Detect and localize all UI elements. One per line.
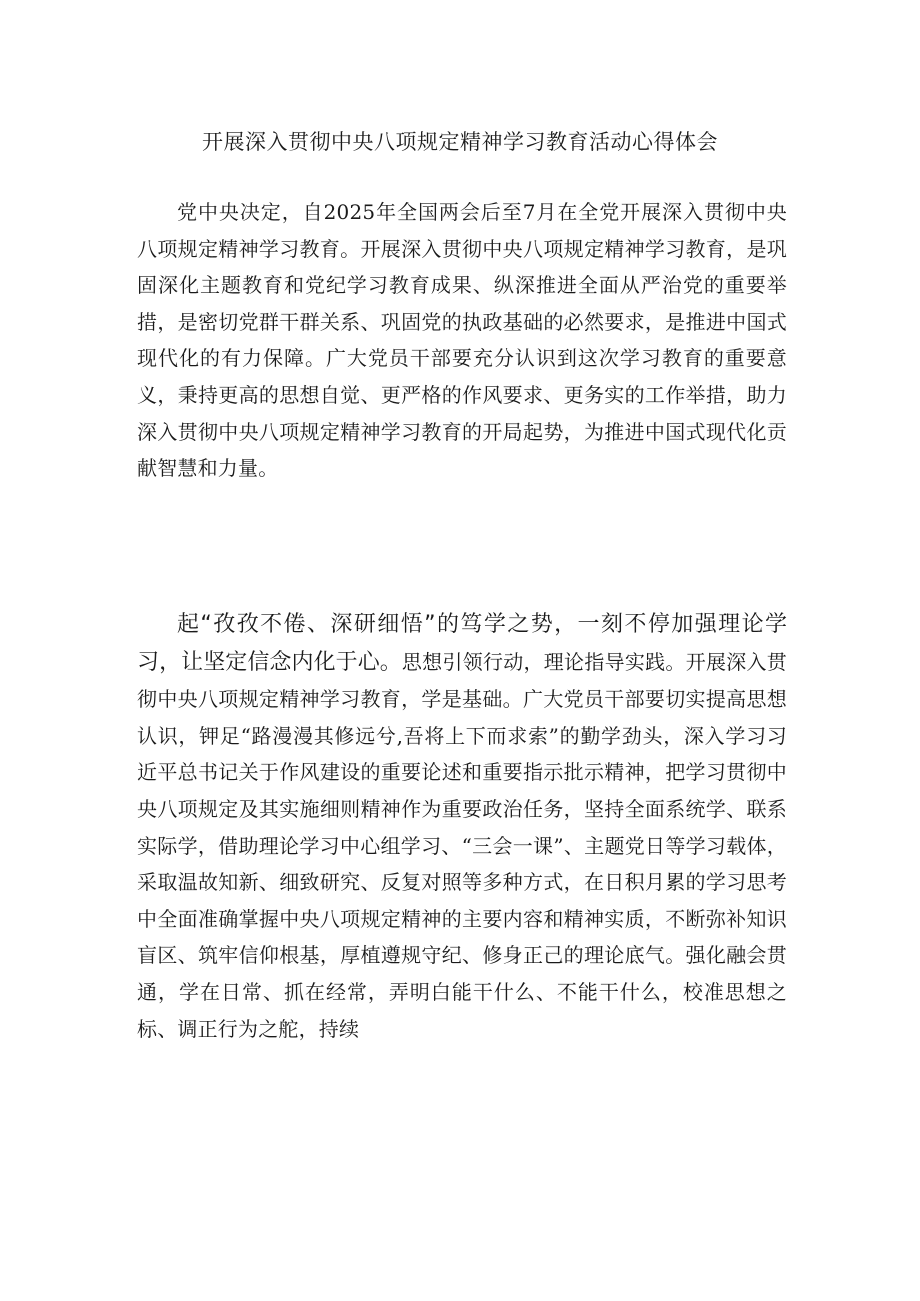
paragraph-intro-text: 党中央决定，自2025年全国两会后至7月在全党开展深入贯彻中央八项规定精神学习教育。开展深入贯彻中央八项规定精神学习教育，是巩固深化主题教育和党纪学习教育成果、纵深推进全面从严治党的重要举措，是密切党群干群关系、巩固党的执政基础的必然要求，是推进中国式现代化的有力保障。广大党员干部要充分认识到这次学习教育的重要意义，秉持更高的思想自觉、更严格的作风要求、更务实的工作举措，助力深入贯彻中央八项规定精神学习教育的开局起势，为推进中国式现代化贡献智慧和力量。 — [137, 200, 787, 481]
paragraph-study-lead: 起“孜孜不倦、深研细悟”的笃学之势，一刻不停加强理论学习，让坚定信念内化于心。 — [137, 612, 787, 675]
paragraph-study-text: 思想引领行动，理论指导实践。开展深入贯彻中央八项规定精神学习教育，学是基础。广大党员干部要切实提高思想认识，钾足“路漫漫其修远兮,吾将上下而求索”的勤学劲头，深入学习习近平总书记关于作风建设的重要论述和重要指示批示精神，把学习贯彻中央八项规定及其实施细则精神作为重要政治任务，坚持全面系统学、联系实际学，借助理论学习中心组学习、“三会一课”、主题党日等学习载体，采取温故知新、细致研究、反复对照等多种方式，在日积月累的学习思考中全面准确掌握中央八项规定精神的主要内容和精神实质，不断弥补知识盲区、筑牢信仰根基，厚植遵规守纪、修身正己的理论底气。强化融会贯通，学在日常、抓在经常，弄明白能干什么、不能干什么，校准思想之标、调正行为之舵，持续 — [137, 649, 787, 1041]
paragraph-study — [137, 606, 787, 1047]
paragraph-intro — [137, 194, 787, 487]
document-title: 开展深入贯彻中央八项规定精神学习教育活动心得体会 — [202, 130, 718, 154]
